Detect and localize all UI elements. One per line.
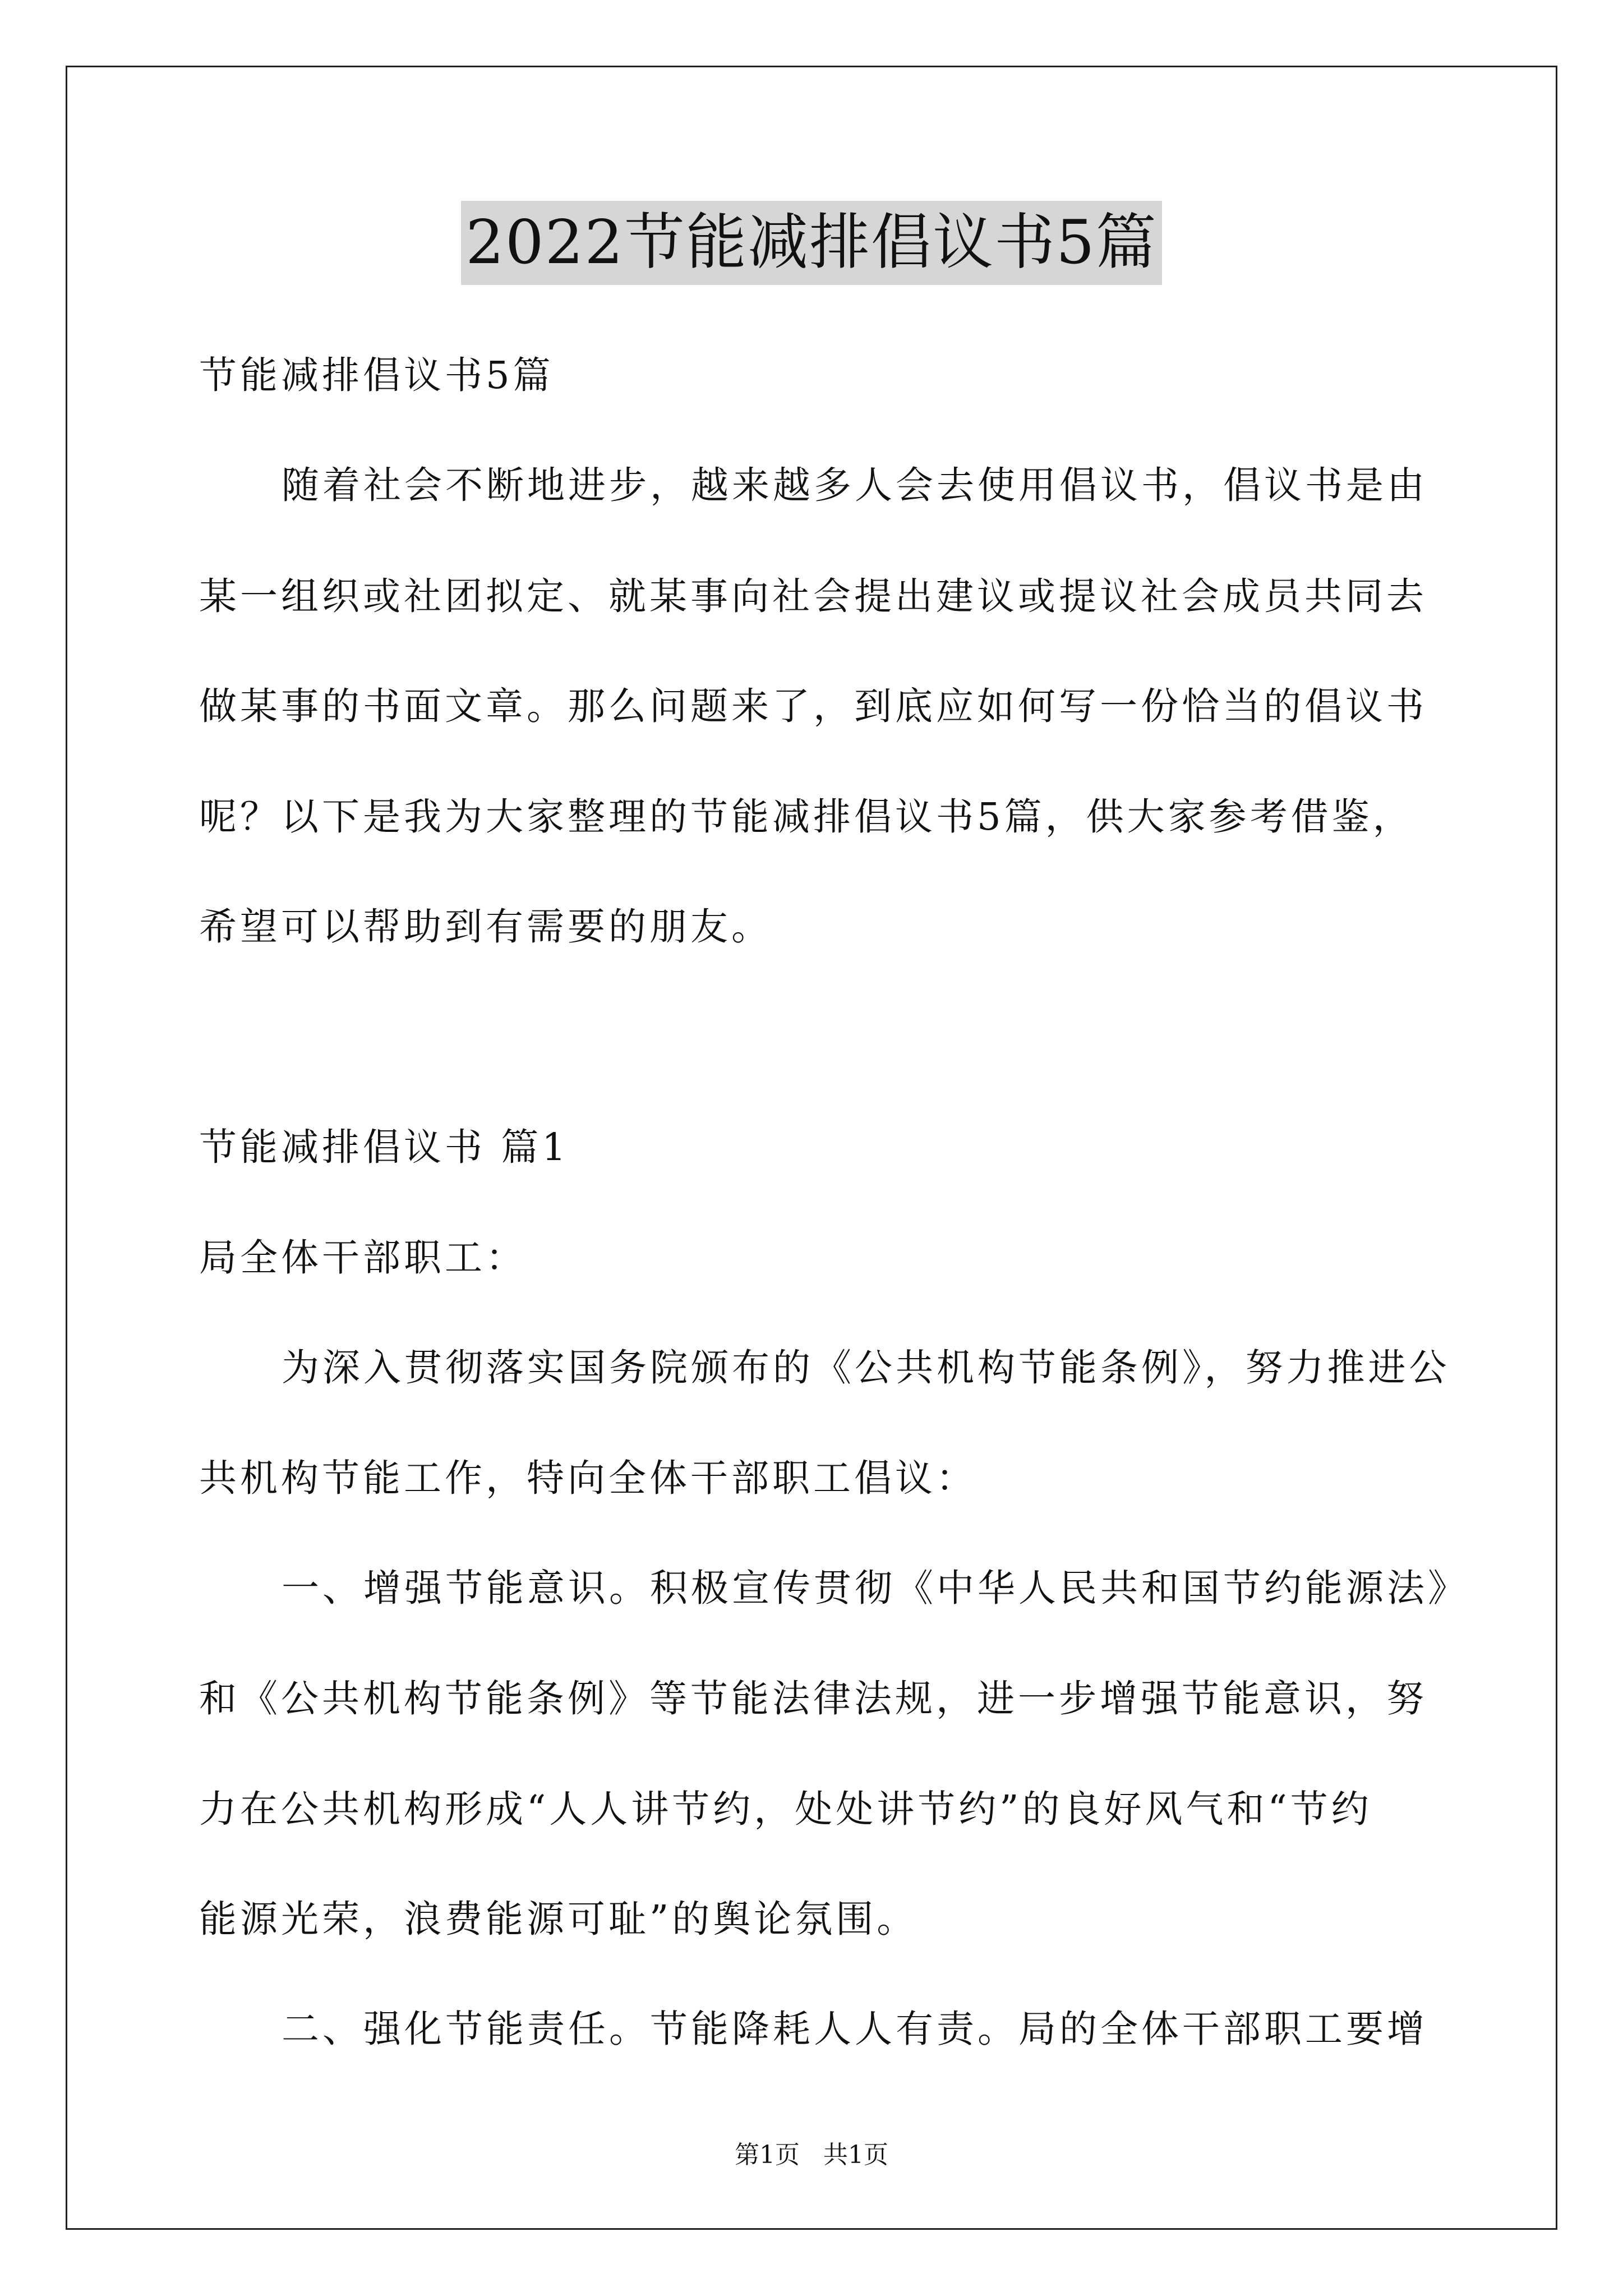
para2-line-3: 力在公共机构形成“人人讲节约，处处讲节约”的良好风气和“节约: [199, 1787, 1372, 1831]
page-footer: 第1页 共1页: [735, 2141, 888, 2169]
para2-line-4: 能源光荣，浪费能源可耻”的舆论氛围。: [199, 1897, 918, 1941]
document-title: 2022节能减排倡议书5篇: [461, 201, 1162, 285]
para2-line-1: 一、增强节能意识。积极宣传贯彻《中华人民共和国节约能源法》: [282, 1566, 1469, 1610]
title-container: [0, 201, 1623, 285]
intro-line-4: 呢？以下是我为大家整理的节能减排倡议书5篇，供大家参考借鉴，: [199, 795, 1414, 839]
intro-line-3: 做某事的书面文章。那么问题来了，到底应如何写一份恰当的倡议书: [199, 684, 1427, 728]
document-subtitle: 节能减排倡议书5篇: [199, 353, 554, 397]
para3-line-1: 二、强化节能责任。节能降耗人人有责。局的全体干部职工要增: [282, 2007, 1428, 2051]
salutation: 局全体干部职工：: [199, 1236, 527, 1280]
para1-line-2: 共机构节能工作，特向全体干部职工倡议：: [199, 1456, 977, 1500]
para1-line-1: 为深入贯彻落实国务院颁布的《公共机构节能条例》，努力推进公: [282, 1346, 1450, 1389]
intro-line-5: 希望可以帮助到有需要的朋友。: [199, 905, 772, 949]
intro-line-1: 随着社会不断地进步，越来越多人会去使用倡议书，倡议书是由: [282, 463, 1428, 507]
intro-line-2: 某一组织或社团拟定、就某事向社会提出建议或提议社会成员共同去: [199, 574, 1427, 618]
para2-line-2: 和《公共机构节能条例》等节能法律法规，进一步增强节能意识，努: [199, 1677, 1427, 1720]
section-heading: 节能减排倡议书 篇1: [199, 1125, 569, 1169]
